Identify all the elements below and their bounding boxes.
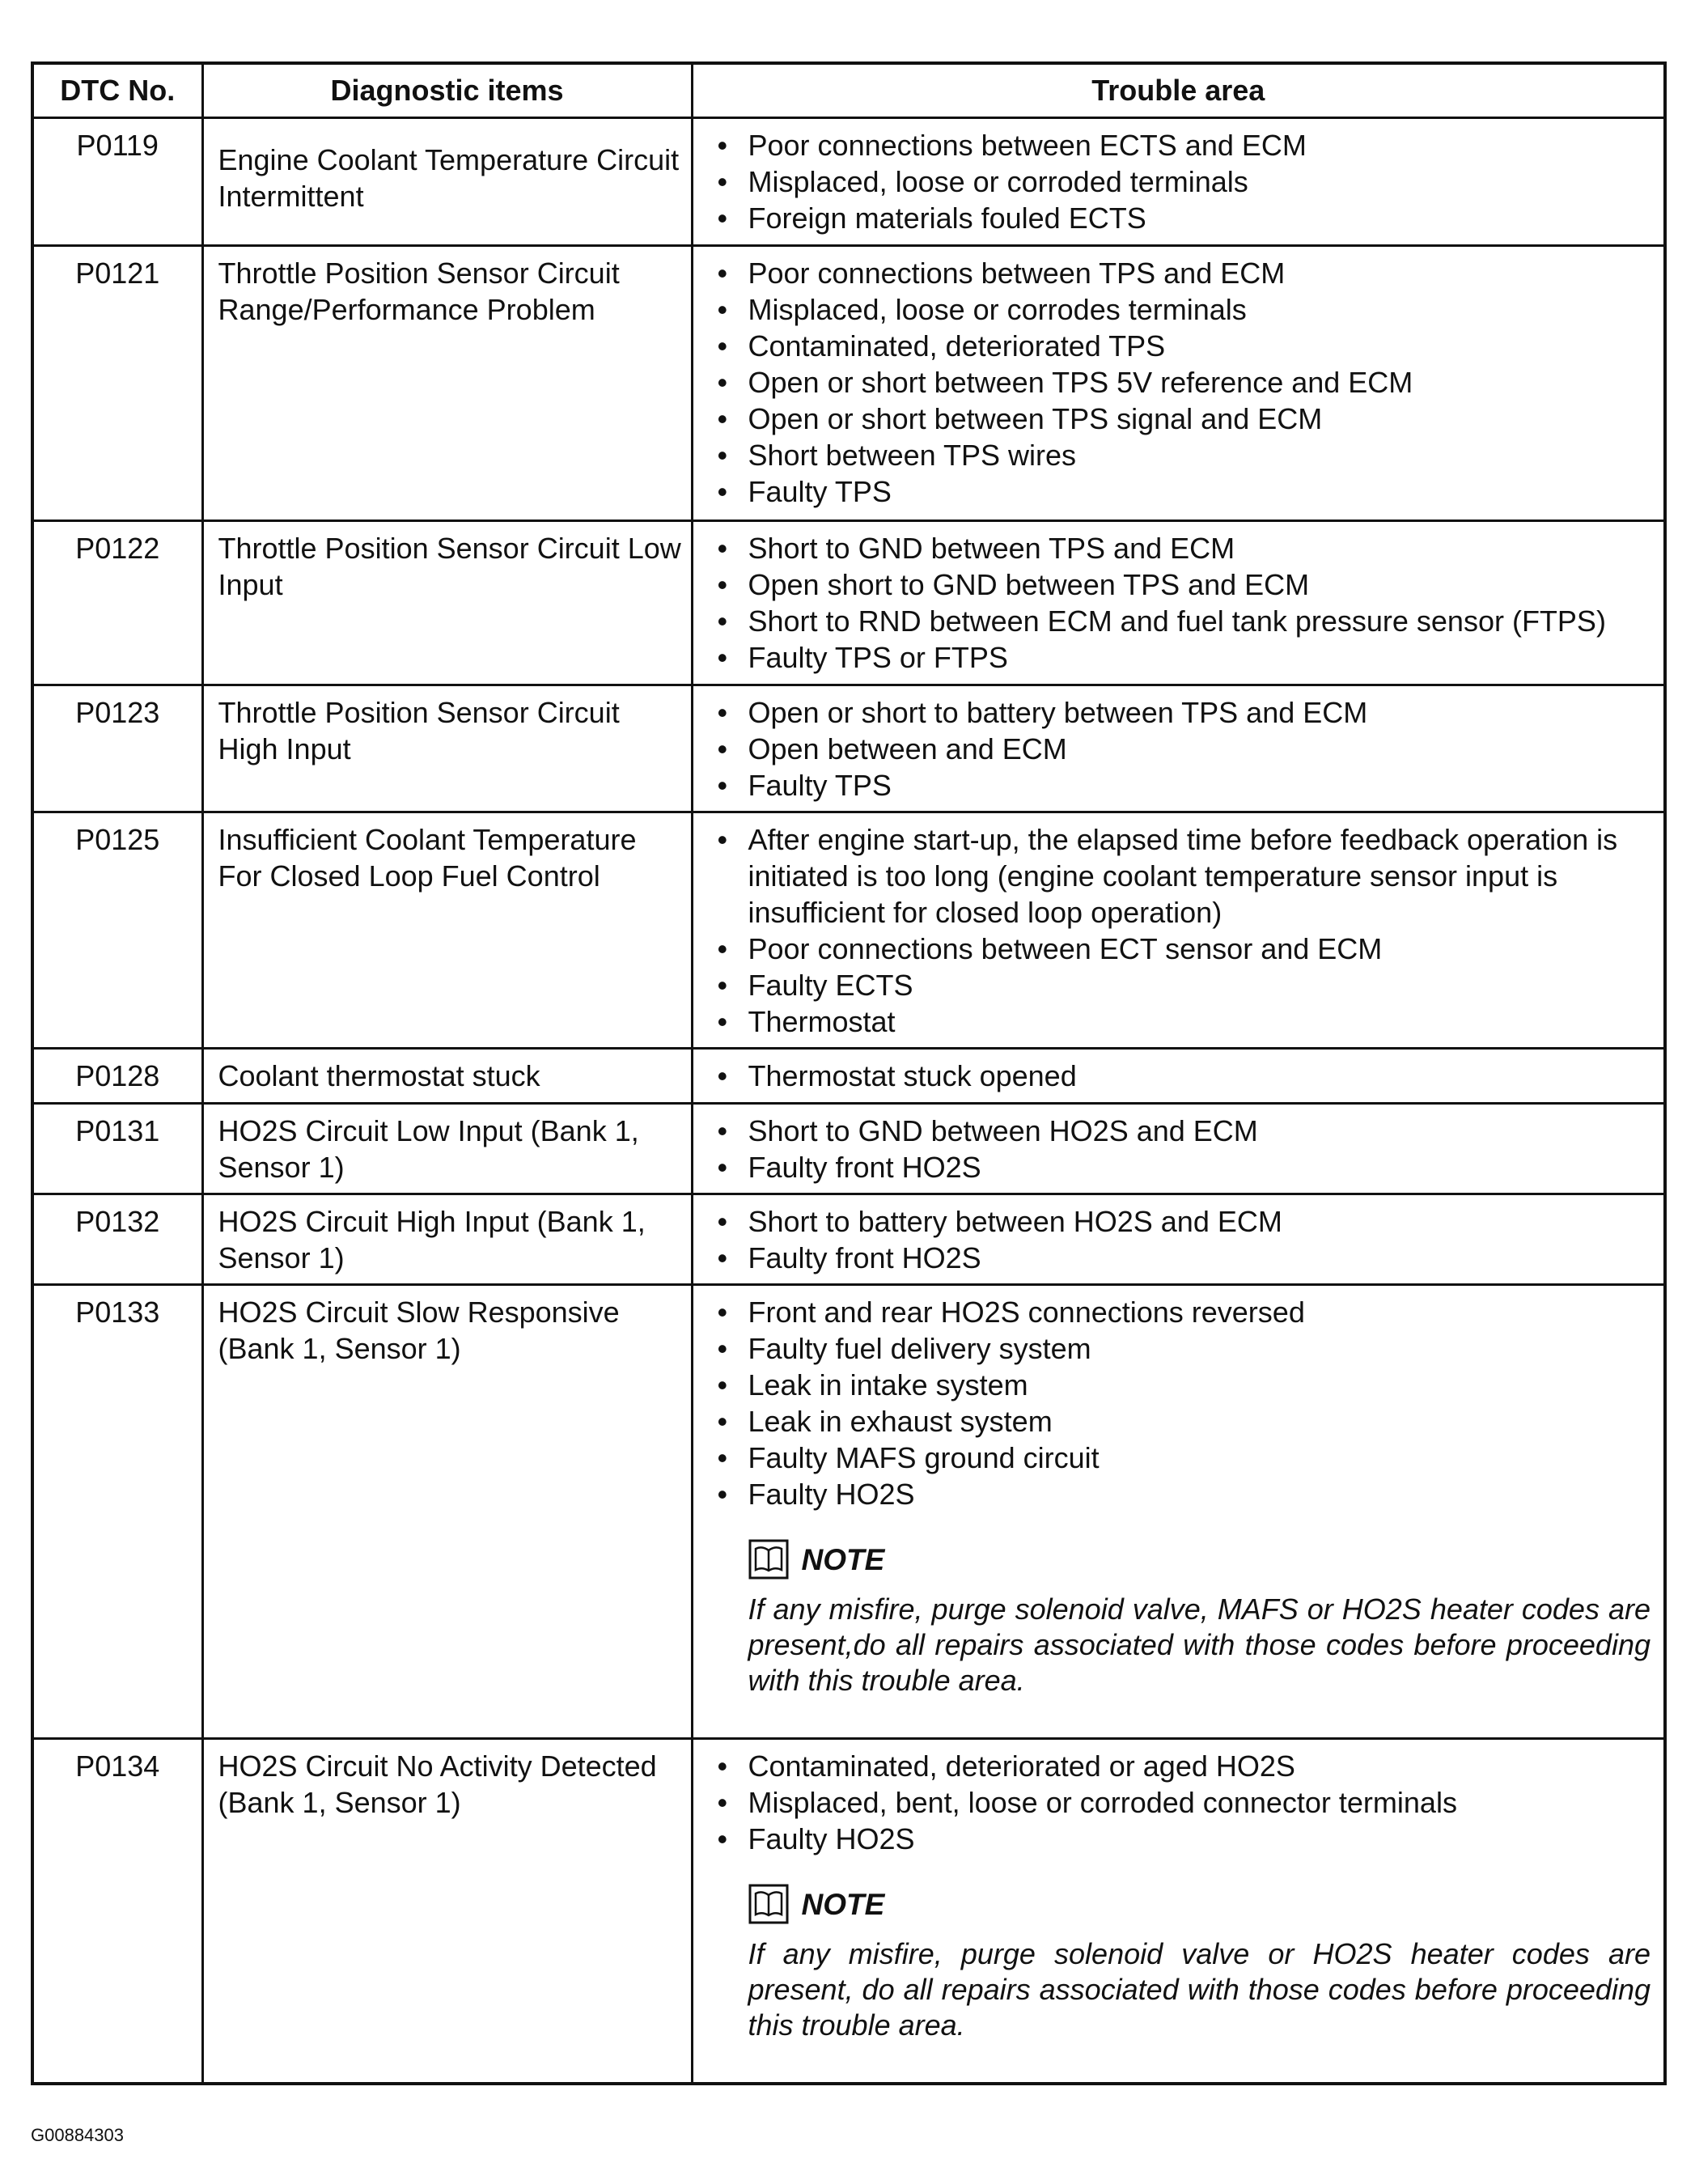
diagnostic-item: Coolant thermostat stuck <box>202 1049 692 1104</box>
table-row <box>32 246 1665 521</box>
diagnostic-item: Throttle Position Sensor Circuit High Input <box>202 685 692 812</box>
cause-list <box>706 1058 1651 1094</box>
note-title: NOTE <box>801 1542 885 1576</box>
dtc-code: P0128 <box>32 1049 202 1104</box>
table-row <box>32 1104 1665 1194</box>
cause-item: • Contaminated, deteriorated or aged HO2S <box>748 1748 1651 1784</box>
dtc-code: P0132 <box>32 1194 202 1285</box>
cause-item: • Faulty ECTS <box>748 967 1651 1003</box>
note-header <box>748 1535 1651 1584</box>
cause-list <box>706 1294 1651 1512</box>
cause-item: • Poor connections between ECTS and ECM <box>748 127 1651 163</box>
cause-item: • Poor connections between TPS and ECM <box>748 255 1651 291</box>
cause-item: • Short to GND between TPS and ECM <box>748 530 1651 566</box>
cause-item: • Thermostat <box>748 1003 1651 1040</box>
dtc-code: P0119 <box>32 118 202 246</box>
header-dtc-no: DTC No. <box>32 63 202 118</box>
figure-id: G00884303 <box>31 2125 124 2145</box>
cause-list <box>706 694 1651 804</box>
cause-item: • Faulty HO2S <box>748 1821 1651 1857</box>
dtc-table <box>31 61 1667 2085</box>
cause-list <box>706 1748 1651 1857</box>
header-diagnostic-items: Diagnostic items <box>202 63 692 118</box>
cause-item: • Short to RND between ECM and fuel tank pressure sensor (FTPS) <box>748 603 1651 639</box>
book-icon <box>748 1539 789 1580</box>
table-row <box>32 812 1665 1049</box>
dtc-code: P0121 <box>32 246 202 521</box>
note-box <box>748 1535 1651 1698</box>
diagnostic-item: Engine Coolant Temperature Circuit Intermittent <box>202 118 692 246</box>
trouble-area <box>692 1194 1665 1285</box>
cause-list <box>706 821 1651 1040</box>
trouble-area <box>692 812 1665 1049</box>
cause-item: • Thermostat stuck opened <box>748 1058 1651 1094</box>
trouble-area <box>692 685 1665 812</box>
dtc-code: P0125 <box>32 812 202 1049</box>
dtc-code: P0131 <box>32 1104 202 1194</box>
cause-item: • Misplaced, loose or corrodes terminals <box>748 291 1651 328</box>
cause-item: • Front and rear HO2S connections reversed <box>748 1294 1651 1330</box>
cause-item: • Faulty TPS or FTPS <box>748 639 1651 676</box>
cause-item: • Open or short between TPS signal and ECM <box>748 401 1651 437</box>
table-row <box>32 1285 1665 1739</box>
trouble-area <box>692 1739 1665 2084</box>
cause-item: • Open short to GND between TPS and ECM <box>748 566 1651 603</box>
cause-list <box>706 127 1651 236</box>
cause-item: • Leak in exhaust system <box>748 1403 1651 1440</box>
dtc-code: P0123 <box>32 685 202 812</box>
cause-item: • Faulty front HO2S <box>748 1240 1651 1276</box>
note-text: If any misfire, purge solenoid valve, MAFS or HO2S heater codes are present,do all repairs associated with those codes before proceeding with this trouble area. <box>748 1592 1651 1697</box>
book-icon <box>748 1884 789 1924</box>
cause-item: • Short between TPS wires <box>748 437 1651 473</box>
dtc-code: P0122 <box>32 521 202 685</box>
cause-item: • Contaminated, deteriorated TPS <box>748 328 1651 364</box>
cause-item: • Foreign materials fouled ECTS <box>748 200 1651 236</box>
trouble-area <box>692 1104 1665 1194</box>
dtc-code: P0134 <box>32 1739 202 2084</box>
diagnostic-item: HO2S Circuit High Input (Bank 1, Sensor 1) <box>202 1194 692 1285</box>
table-row <box>32 521 1665 685</box>
cause-list <box>706 530 1651 676</box>
diagnostic-item: HO2S Circuit Slow Responsive (Bank 1, Sensor 1) <box>202 1285 692 1739</box>
cause-item: • Open or short to battery between TPS and ECM <box>748 694 1651 731</box>
cause-item: • Short to GND between HO2S and ECM <box>748 1113 1651 1149</box>
cause-item: • Faulty fuel delivery system <box>748 1330 1651 1367</box>
cause-item: • After engine start-up, the elapsed time before feedback operation is initiated is too long (engine coolant temperature sensor input is insufficient for closed loop operation) <box>748 821 1651 931</box>
header-trouble-area: Trouble area <box>692 63 1665 118</box>
note-title: NOTE <box>801 1887 885 1921</box>
trouble-area <box>692 1049 1665 1104</box>
cause-item: • Open between and ECM <box>748 731 1651 767</box>
cause-item: • Faulty HO2S <box>748 1476 1651 1512</box>
trouble-area <box>692 521 1665 685</box>
cause-item: • Open or short between TPS 5V reference and ECM <box>748 364 1651 401</box>
diagnostic-item: Throttle Position Sensor Circuit Low Input <box>202 521 692 685</box>
cause-item: • Faulty TPS <box>748 767 1651 804</box>
dtc-code: P0133 <box>32 1285 202 1739</box>
table-row <box>32 118 1665 246</box>
trouble-area <box>692 118 1665 246</box>
note-text: If any misfire, purge solenoid valve or HO2S heater codes are present, do all repairs associated with those codes before proceeding this trouble area. <box>748 1937 1651 2042</box>
diagnostic-item: HO2S Circuit No Activity Detected (Bank 1, Sensor 1) <box>202 1739 692 2084</box>
cause-item: • Faulty front HO2S <box>748 1149 1651 1185</box>
diagnostic-item: HO2S Circuit Low Input (Bank 1, Sensor 1) <box>202 1104 692 1194</box>
diagnostic-item: Insufficient Coolant Temperature For Closed Loop Fuel Control <box>202 812 692 1049</box>
cause-item: • Leak in intake system <box>748 1367 1651 1403</box>
table-header-row <box>32 63 1665 118</box>
diagnostic-item: Throttle Position Sensor Circuit Range/Performance Problem <box>202 246 692 521</box>
cause-item: • Misplaced, bent, loose or corroded connector terminals <box>748 1784 1651 1821</box>
trouble-area <box>692 1285 1665 1739</box>
cause-item: • Misplaced, loose or corroded terminals <box>748 163 1651 200</box>
table-row <box>32 1739 1665 2084</box>
cause-list <box>706 1203 1651 1276</box>
cause-item: • Faulty MAFS ground circuit <box>748 1440 1651 1476</box>
note-box <box>748 1880 1651 2043</box>
note-header <box>748 1880 1651 1928</box>
cause-item: • Short to battery between HO2S and ECM <box>748 1203 1651 1240</box>
cause-item: • Poor connections between ECT sensor and ECM <box>748 931 1651 967</box>
cause-list <box>706 255 1651 510</box>
cause-list <box>706 1113 1651 1185</box>
table-row <box>32 685 1665 812</box>
cause-item: • Faulty TPS <box>748 473 1651 510</box>
table-row <box>32 1049 1665 1104</box>
trouble-area <box>692 246 1665 521</box>
table-row <box>32 1194 1665 1285</box>
